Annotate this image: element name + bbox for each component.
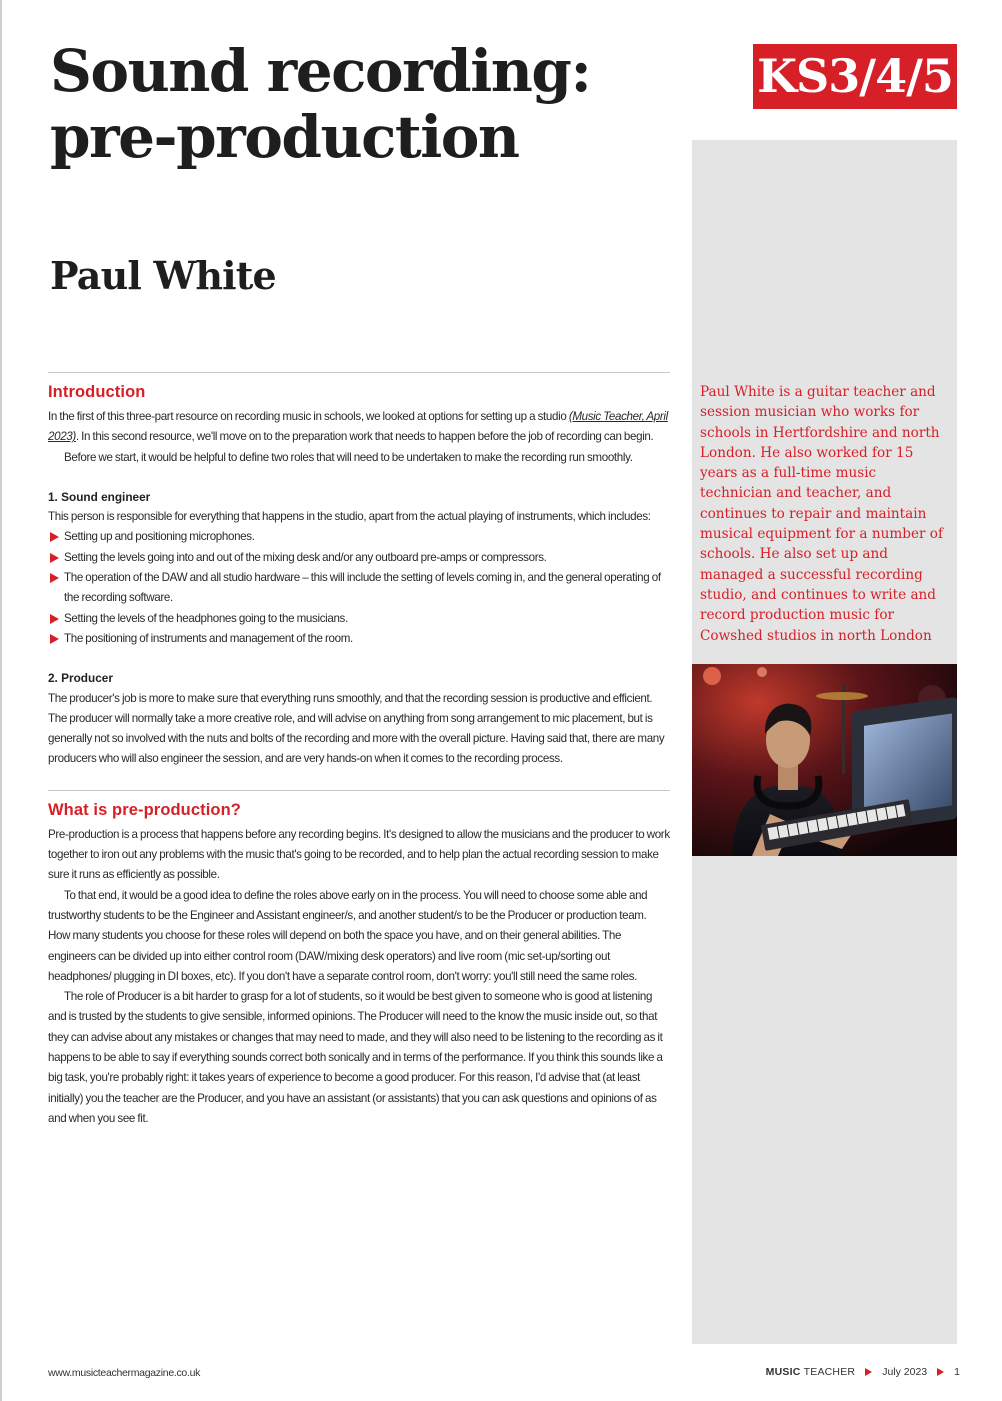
section-divider <box>48 372 670 373</box>
preproduction-paragraph-1: Pre-production is a process that happens before any recording begins. It's designed to allow the musicians and the producer to work together to iron out any problems with the music that's going to be recorded, and to help plan the actual recording session to make sure it runs as efficiently as possible. <box>48 827 670 882</box>
bullet-arrow-icon <box>50 573 59 583</box>
footer-website-link[interactable]: www.musicteachermagazine.co.uk <box>48 1367 201 1379</box>
preproduction-paragraph-3: The role of Producer is a bit harder to grasp for a lot of students, so it would be best given to someone who is good at listening and is trusted by the students to give sensible, informed opinions. The Producer will need to the know the music inside out, so that they can advise about any mistakes or changes that may need to made, and they will also need to be listening to the recording as it happens to be able to say if everything sounds correct both sonically and in terms of the performance. If you think this sounds like a big task, you're probably right: it takes years of experience to become a good producer. For this reason, I'd advise that (at least initially) you the teacher are the Producer, and you have an assistant (or assistants) that you can ask questions and opinions of as and when you see fit. <box>48 990 663 1125</box>
bullet-arrow-icon <box>50 614 59 624</box>
section-divider <box>48 790 670 791</box>
intro-paragraph-2: Before we start, it would be helpful to define two roles that will need to be undertaken to make the recording run smoothly. <box>64 450 633 464</box>
list-item-text: The operation of the DAW and all studio hardware – this will include the setting of levels coming in, and the general operating of the recording software. <box>64 571 661 605</box>
magazine-name-light: TEACHER <box>803 1366 856 1378</box>
studio-photo <box>692 664 957 856</box>
bullet-arrow-icon <box>50 553 59 563</box>
footer-info <box>750 1366 960 1378</box>
list-item-text: Setting the levels going into and out of the mixing desk and/or any outboard pre-amps or compressors. <box>64 550 547 564</box>
article-body <box>48 372 670 1129</box>
producer-text: The producer's job is more to make sure that everything runs smoothly, and that the recording session is productive and efficient. The producer will normally take a more creative role, and will advise on anything from song arrangement to mic placement, but is generally not so involved with the nuts and bolts of the recording and more with the overall picture. Having said that, there are many producers who will also engineer the session, and are very hands-on when it comes to the recording process. <box>48 691 665 766</box>
intro-text-a: In the first of this three-part resource on recording music in schools, we looked at options for setting up a studio <box>48 410 569 423</box>
title-line-1: Sound recording: <box>50 37 591 105</box>
magazine-name-bold: MUSIC <box>765 1366 801 1378</box>
list-item <box>48 629 670 649</box>
magazine-name <box>766 1366 856 1378</box>
intro-paragraph-1 <box>48 407 670 448</box>
list-item <box>48 568 670 609</box>
title-line-2: pre-production <box>50 103 519 171</box>
article-title <box>50 38 670 170</box>
list-item-text: Setting the levels of the headphones going to the musicians. <box>64 611 348 625</box>
key-stage-badge: KS3/4/5 <box>753 44 957 109</box>
list-item-text: The positioning of instruments and management of the room. <box>64 631 353 645</box>
intro-heading: Introduction <box>48 383 146 401</box>
list-item <box>48 548 670 568</box>
footer-arrow-icon <box>937 1368 944 1376</box>
page-number: 1 <box>954 1366 960 1378</box>
list-item <box>48 527 670 547</box>
bullet-arrow-icon <box>50 634 59 644</box>
author-bio: Paul White is a guitar teacher and session musician who works for schools in Hertfordshire and north London. He also worked for 15 years as a full-time music technician and teacher, and continues to repair and maintain musical equipment for a number of schools. He also set up and managed a successful recording studio, and continues to write and record production music for Cowshed studios in north London <box>700 384 944 644</box>
preproduction-paragraph-2: To that end, it would be a good idea to define the roles above early on in the process. You will need to choose some able and trustworthy students to be the Engineer and Assistant engineer/s, and another student/s to be the Producer or production team. How many students you choose for these roles will depend on both the space you have, and on their general abilities. The engineers can be divided up into either control room (DAW/mixing desk operators) and live room (mic set-up/sorting out headphones/ plugging in DI boxes, etc). If you don't have a separate control room, don't worry: you'll still need the same roles. <box>48 888 648 983</box>
footer-arrow-icon <box>865 1368 872 1376</box>
list-item-text: Setting up and positioning microphones. <box>64 530 255 544</box>
producer-heading: 2. Producer <box>48 671 113 686</box>
preproduction-heading: What is pre-production? <box>48 800 241 819</box>
sound-engineer-text: This person is responsible for everything that happens in the studio, apart from the actual playing of instruments, which includes: <box>48 510 651 524</box>
bullet-arrow-icon <box>50 532 59 542</box>
sound-engineer-list <box>48 527 670 649</box>
author-name: Paul White <box>50 253 276 298</box>
issue-date: July 2023 <box>882 1366 928 1378</box>
intro-text-b: . In this second resource, we'll move on to the preparation work that needs to happen before the job of recording can begin. <box>75 430 654 444</box>
sound-engineer-heading: 1. Sound engineer <box>48 489 151 504</box>
list-item <box>48 609 670 629</box>
intro-reference: (Music Teacher, April 2023) <box>48 410 668 444</box>
page-edge <box>0 0 2 1401</box>
